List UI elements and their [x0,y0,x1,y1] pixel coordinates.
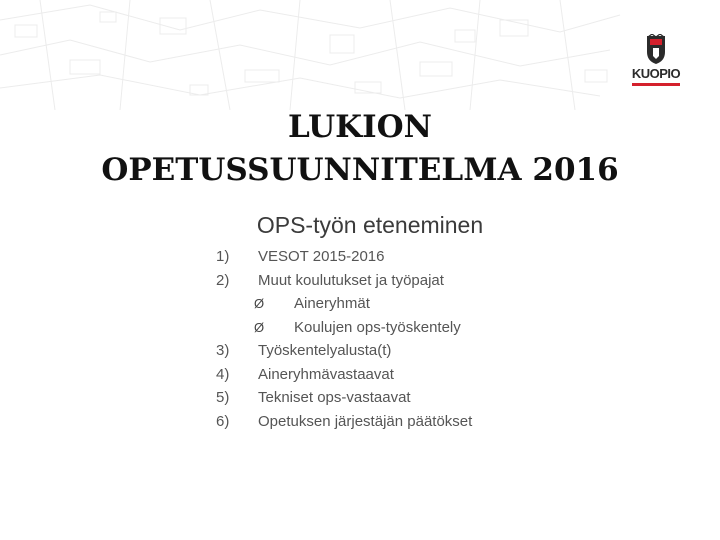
slide-title [40,106,680,192]
arrow-bullet-icon: Ø [254,319,265,335]
list-item-number: 4) [216,365,230,383]
kuopio-logo [626,34,686,90]
title-line-2: OPETUSSUUNNITELMA 2016 [101,152,619,188]
title-line-1: LUKION [288,109,432,145]
list-item [210,386,630,410]
list-item-number: 6) [216,412,230,430]
list-item [210,339,630,363]
logo-accent-bar [632,83,680,86]
sub-list-item-text: Koulujen ops-työskentely [294,318,461,336]
list-item-number: 2) [216,271,230,289]
list-item [210,245,630,269]
list-item-number: 1) [216,248,230,265]
list-item-text: Opetuksen järjestäjän päätökset [258,412,473,430]
sub-list-item-text: Aineryhmät [294,295,370,312]
coat-of-arms-icon [626,34,686,66]
list-item-text: Työskentelyalusta(t) [258,342,392,359]
sub-list-item [210,316,630,340]
list-item-text: Muut koulutukset ja työpajat [258,271,444,289]
logo-text: KUOPIO [631,66,681,81]
arrow-bullet-icon: Ø [254,296,265,311]
progress-list [210,245,630,433]
sub-list-item [210,292,630,316]
list-item-text: Tekniset ops-vastaavat [258,389,411,406]
list-item-number: 5) [216,389,230,406]
list-item-text: VESOT 2015-2016 [258,248,385,265]
slide-subtitle: OPS-työn eteneminen [256,212,484,238]
list-item [210,269,630,293]
city-map-background [0,0,720,110]
list-item-text: Aineryhmävastaavat [258,365,394,383]
list-item [210,410,630,434]
list-item-number: 3) [216,342,230,359]
list-item [210,363,630,387]
